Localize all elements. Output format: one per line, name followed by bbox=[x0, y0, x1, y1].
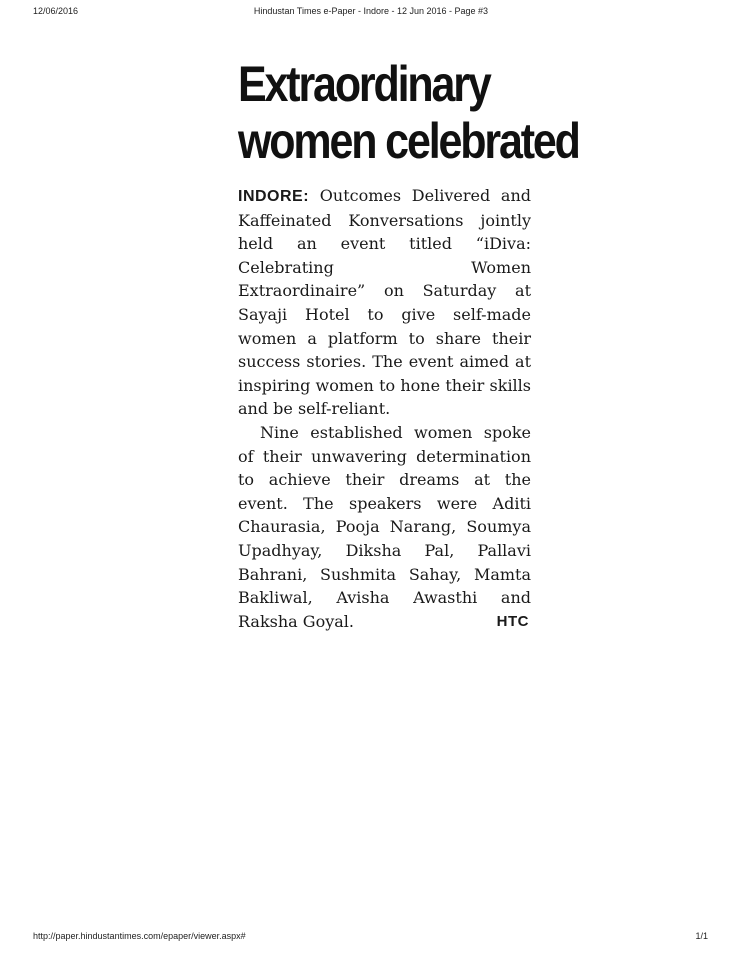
headline-line-2: women celebrated bbox=[238, 113, 579, 169]
article-paragraph-1 bbox=[238, 184, 531, 421]
byline: HTC bbox=[496, 612, 529, 630]
dateline: INDORE: bbox=[238, 188, 310, 205]
print-footer bbox=[0, 931, 742, 947]
print-url: http://paper.hindustantimes.com/epaper/viewer.aspx# bbox=[33, 931, 246, 941]
news-article bbox=[238, 56, 579, 633]
print-date: 12/06/2016 bbox=[33, 6, 79, 16]
print-header bbox=[0, 6, 742, 22]
article-headline bbox=[238, 56, 579, 170]
article-paragraph-2 bbox=[238, 421, 531, 633]
paragraph-2-text: Nine established women spoke of their unwavering determination to achieve their dreams at the event. The speakers were Aditi Chaurasia, Pooja Narang, Soumya Upadhyay, Diksha Pal, Pallavi Bahrani, Sushmita Sahay, Mamta Bakliwal, Avisha Awasthi and Raksha Goyal. bbox=[238, 422, 531, 631]
print-page-number: 1/1 bbox=[695, 931, 708, 941]
paragraph-1-text: Outcomes Delivered and Kaffeinated Konversations jointly held an event titled “iDiva: Celebrating Women Extraordinaire” on Saturday at Sayaji Hotel to give self-made women a platform to share their success stories. The event aimed at inspiring women to hone their skills and be self-reliant. bbox=[238, 186, 531, 419]
article-body bbox=[238, 184, 531, 633]
print-page-title: Hindustan Times e-Paper - Indore - 12 Jun 2016 - Page #3 bbox=[253, 6, 489, 16]
headline-line-1: Extraordinary bbox=[238, 56, 490, 112]
